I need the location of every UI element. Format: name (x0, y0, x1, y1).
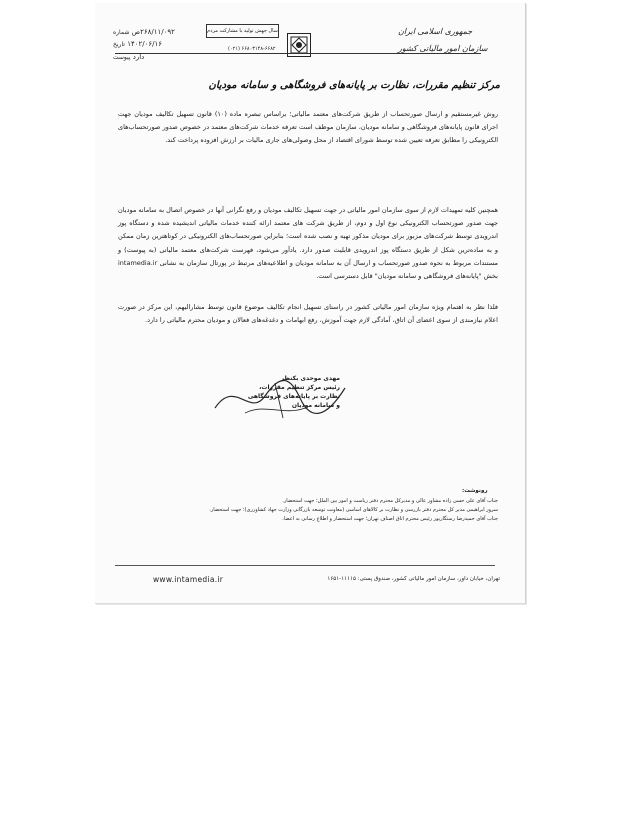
signatory-name: مهدی موحدی بکنظر (280, 375, 340, 382)
letter-attachment-label: پیوست (113, 54, 131, 61)
letterhead-phone: (۰۲۱) ۶۶۸۰۳۱۴۸-۶۶۸۲ (228, 46, 276, 52)
letterhead-org-line2: سازمان امور مالیاتی کشور (398, 44, 488, 53)
letter-date (113, 40, 162, 48)
letter-date-label: تاریخ (113, 41, 125, 48)
footer-website-link[interactable]: www.intamedia.ir (153, 575, 224, 584)
signatory-title-2: نظارت بر پایانه‌های فروشگاهی و سامانه مودیان (247, 393, 340, 409)
footer-address: تهران، خیابان داور، سازمان امور مالیاتی کشور، صندوق پستی: ۱۱۱۱۵-۱۶۵۱ (327, 576, 500, 582)
letter-number-value: ۲۶۸/۱۱/۰۹۲ص (131, 28, 175, 36)
letter-number-label: شماره (113, 29, 130, 36)
letter-attachment (113, 53, 144, 61)
cc-line-1: جناب آقای علی حسن زاده مشاور عالی و مدیرکل محترم دفتر ریاست و امور بین الملل؛ جهت استحضار. (282, 498, 498, 504)
cc-title: رونوشت: (462, 488, 488, 494)
signatory-title-1: رئیس مرکز تنظیم مقررات، (259, 384, 340, 391)
letterhead-org-line1: جمهوری اسلامی ایران (398, 27, 473, 36)
body-paragraph-2: همچنین کلیه تمهیدات لازم از سوی سازمان امور مالیاتی در جهت تسهیل تکالیف مودیان و رفع نگرانی آنها در خصوص اتصال به سامانه مودیان جهت صدور صورتحساب الکترونیکی نوع اول و دوم، از طریق شرکت های معتمد ارائه کننده خدمات مالیاتی اندیشیده شده و دستگاه پوز اندرویدی توسط شرکت‌های مزبور برای مودیان مذکور تهیه و نصب شده است؛ بنابراین صورتحساب‌های الکترونیکی در کوتاهترین زمان ممکن و به ساده‌ترین شکل از طریق دستگاه پوز اندرویدی قابلیت صدور دارد. یادآور می‌شود، فهرست شرکت‌های معتمد مالیاتی (به پیوست) و مستندات مربوط به نحوه صدور صورتحساب و ارسال آن به سامانه مودیان و اطلاعیه‌های مرتبط در پورتال سازمان به نشانی intamedia.ir بخش "پایانه‌های فروشگاهی و سامانه مودیان" قابل دسترسی است. (118, 206, 498, 281)
signature-block (245, 374, 340, 410)
footer-divider (115, 565, 495, 566)
cc-line-2: سرور ابراهیمی مدیر کل محترم دفتر بازرسی و نظارت بر کالاهای اساسی (معاونت توسعه بازرگانی وزارت جهاد کشاورزی)؛ جهت استحضار. (209, 507, 498, 513)
letter-attachment-value: دارد (132, 53, 145, 61)
slogan-box: سال جهش تولید با مشارکت مردم (206, 24, 279, 38)
body-paragraph-3: فلذا نظر به اهتمام ویژه سازمان امور مالیاتی کشور در راستای تسهیل انجام تکالیف موضوع قانون توسط مشارالیهم، این مرکز در صورت اعلام نیازمندی از سوی اعضای آن اتاق، آمادگی لازم جهت آموزش، رفع ابهامات و دغدغه‌های فعالان و مودیان محترم مالیاتی را دارد. (118, 303, 498, 325)
cc-line-3: جناب آقای حمیدرضا رستگارپور رئیس محترم اتاق اصناف تهران؛ جهت استحضار و اطلاع رسانی به اعضا. (282, 516, 498, 522)
header-divider (115, 53, 481, 54)
letter-date-value: ۱۴۰۲/۰۶/۱۶ (127, 40, 162, 48)
letter-heading: مرکز تنظیم مقررات، نظارت بر پایانه‌های فروشگاهی و سامانه مودیان (208, 80, 500, 91)
letter-number (113, 28, 175, 36)
body-paragraph-1: روش غیرمستقیم و ارسال صورتحساب از طریق شرکت‌های معتمد مالیاتی؛ براساس تبصره ماده (۱۰) قانون تسهیل تکالیف مودیان جهت اجرای قانون پایانه‌های فروشگاهی و سامانه مودیان، سازمان موظف است تعرفه خدمات شرکت‌های معتمد در خصوص صدور صورتحساب‌های الکترونیکی را مطابق تعرفه تعیین شده توسط شورای اقتصاد از محل وصولی‌های جاری مالیات بر ارزش افزوده پرداخت کند. (118, 110, 498, 145)
